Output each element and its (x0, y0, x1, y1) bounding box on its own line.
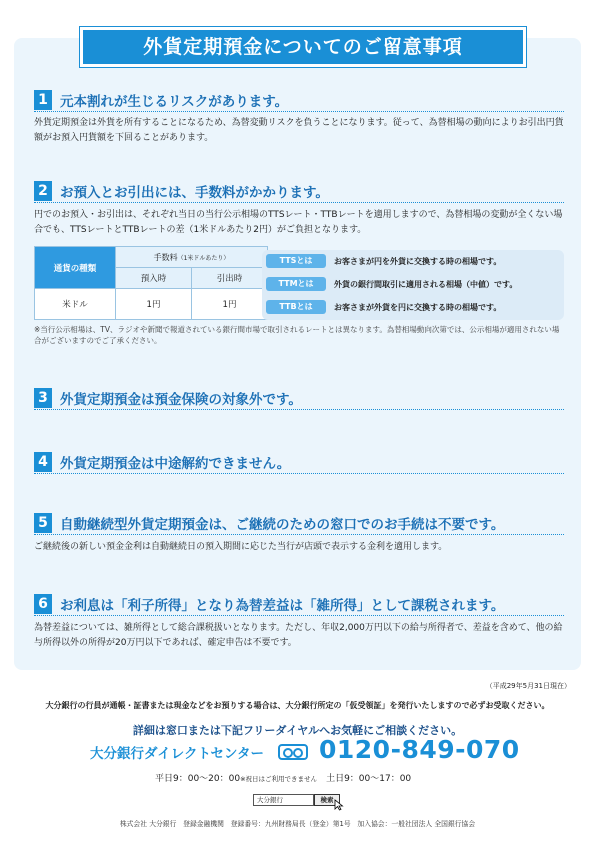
col-deposit: 預入時 (116, 268, 192, 289)
divider (34, 473, 564, 474)
section-title: お利息は「利子所得」となり為替差益は「雑所得」として課税されます。 (60, 598, 505, 614)
section-2-heading (34, 181, 564, 201)
col-withdraw: 引出時 (192, 268, 268, 289)
col-fee-note: （1米ドルあたり） (177, 254, 230, 262)
row-deposit: 1円 (116, 289, 192, 320)
definition-text: 外貨の銀行間取引に適用される相場（中値）です。 (334, 279, 518, 289)
contact-message: 詳細は窓口または下記フリーダイヤルへお気軽にご相談ください。 (132, 724, 463, 737)
service-hours (155, 771, 411, 784)
company-info: 株式会社 大分銀行 登録金融機関 登録番号：九州財務局長（登金）第1号 加入協会：一般社団法人 全国銀行協会 (119, 820, 476, 828)
receipt-notice: 大分銀行の行員が通帳・証書または現金などをお預りする場合は、大分銀行所定の「仮受領証」を発行いたしますので必ずお受取ください。 (45, 701, 550, 710)
col-fee-label: 手数料 (153, 252, 178, 262)
definition-ttb (266, 299, 501, 315)
section-title: 外貨定期預金は中途解約できません。 (60, 456, 291, 472)
section-5-body: ご継続後の新しい預金金利は自動継続日の預入期間に応じた当行が店頭で表示する金利を適用します。 (34, 542, 448, 552)
rate-note: ※当行公示相場は、TV、ラジオや新聞で報道されている銀行間市場で取引されるレートとは異なります。為替相場動向次第では、公示相場が適用されない場合がございますのでご了承ください。 (34, 325, 560, 345)
col-fee (116, 247, 268, 268)
as-of-date: （平成29年5月31日現在） (485, 682, 571, 690)
divider (34, 202, 564, 203)
weekday-hours: 平日9：00〜20：00 (155, 774, 241, 784)
divider (34, 409, 564, 410)
section-1-body: 外貨定期預金は外貨を所有することになるため、為替変動リスクを負うことになります。従って、為替相場の動向によりお引出円貨額がお預入円貨額を下回ることがあります。 (34, 118, 564, 143)
page-title: 外貨定期預金についてのご留意事項 (80, 27, 526, 67)
section-6-heading (34, 594, 564, 614)
section-title: 自動継続型外貨定期預金は、ご継続のための窓口でのお手続は不要です。 (60, 517, 505, 533)
search-button[interactable]: 検索 (314, 794, 340, 806)
section-6-body: 為替差益については、雑所得として総合課税扱いとなります。ただし、年収2,000万円以下の給与所得者で、差益を含めて、他の給与所得以外の所得が20万円以下であれば、確定申告は不要です。 (34, 623, 563, 648)
definition-tag: TTMとは (266, 277, 326, 291)
definition-tag: TTSとは (266, 254, 326, 268)
phone-number-link[interactable]: 0120-849-070 (319, 735, 520, 764)
section-1-heading (34, 90, 564, 110)
section-2-body: 円でのお預入・お引出は、それぞれ当日の当行公示相場のTTSレート・TTBレートを適用しますので、為替相場の変動が全くない場合でも、TTSレートとTTBレートの差（1米ドルあたり2円）がご負担となります。 (34, 210, 563, 235)
divider (34, 534, 564, 535)
direct-center-name: 大分銀行ダイレクトセンター (90, 746, 265, 762)
section-4-heading (34, 452, 564, 472)
section-number: 2 (34, 181, 52, 201)
section-number: 3 (34, 388, 52, 408)
definition-text: お客さまが外貨を円に交換する時の相場です。 (334, 302, 502, 312)
divider (34, 615, 564, 616)
section-title: お預入とお引出には、手数料がかかります。 (60, 185, 329, 201)
section-number: 5 (34, 513, 52, 533)
section-3-heading (34, 388, 564, 408)
section-title: 元本割れが生じるリスクがあります。 (60, 94, 289, 110)
search-input[interactable]: 大分銀行 (253, 794, 314, 806)
col-currency: 通貨の種類 (35, 247, 116, 289)
definition-tag: TTBとは (266, 300, 326, 314)
section-number: 1 (34, 90, 52, 110)
fee-table (34, 246, 268, 320)
divider (34, 111, 564, 112)
weekend-hours: 土日9：00〜17：00 (326, 774, 412, 784)
row-currency: 米ドル (35, 289, 116, 320)
row-withdraw: 1円 (192, 289, 268, 320)
definition-tts (266, 253, 501, 269)
section-title: 外貨定期預金は預金保険の対象外です。 (60, 392, 302, 408)
holiday-note: ※祝日はご利用できません (240, 775, 318, 783)
free-dial-icon (278, 744, 308, 760)
section-5-heading (34, 513, 564, 533)
definition-ttm (266, 276, 517, 292)
definition-text: お客さまが円を外貨に交換する時の相場です。 (334, 256, 502, 266)
section-number: 6 (34, 594, 52, 614)
section-number: 4 (34, 452, 52, 472)
cursor-icon (334, 799, 344, 811)
